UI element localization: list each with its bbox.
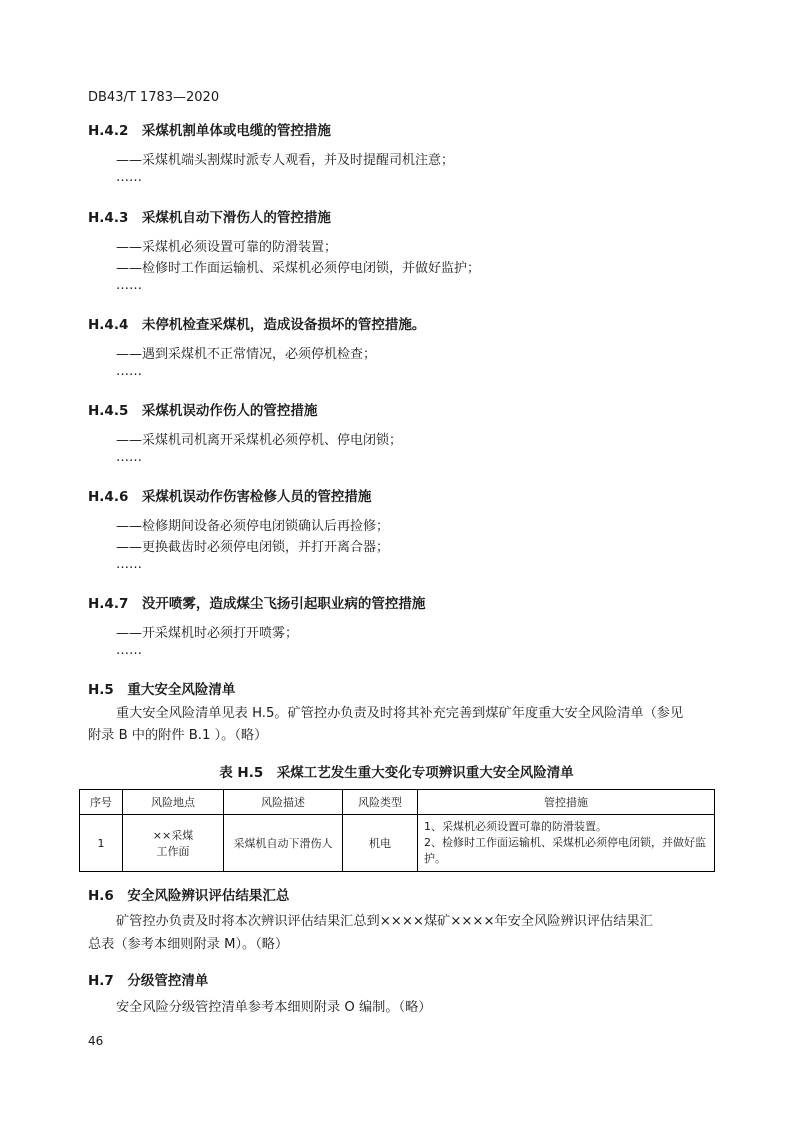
- ellipsis-line: ……: [116, 364, 142, 379]
- measure-line: ——开采煤机时必须打开喷雾；: [116, 626, 299, 641]
- section-number: H.7: [88, 973, 114, 989]
- section-title: 重大安全风险清单: [127, 682, 236, 698]
- table-row: [80, 815, 715, 872]
- cell-type: 机电: [343, 815, 418, 872]
- table-caption: 表 H.5 采煤工艺发生重大变化专项辨识重大安全风险清单: [219, 765, 574, 781]
- cell-control: [418, 815, 715, 872]
- section-title: 采煤机自动下滑伤人的管控措施: [141, 210, 331, 226]
- section-title: 没开喷雾，造成煤尘飞扬引起职业病的管控措施: [141, 596, 426, 612]
- control-item: 2、检修时工作面运输机、采煤机必须停电闭锁，并做好监护。: [424, 836, 706, 865]
- section-number: H.4.6: [88, 489, 129, 505]
- section-number: H.4.3: [88, 210, 129, 226]
- measure-line: ——采煤机司机离开采煤机必须停机、停电闭锁；: [116, 433, 403, 448]
- header-cell: 管控措施: [418, 790, 715, 815]
- section-heading-h4-3: [88, 206, 331, 226]
- document-code-header: DB43/T 1783—2020: [88, 90, 220, 105]
- control-item: 1、采煤机必须设置可靠的防滑装置。: [424, 820, 607, 833]
- measure-line: ——采煤机必须设置可靠的防滑装置；: [116, 240, 338, 255]
- ellipsis-line: ……: [116, 557, 142, 572]
- section-title: 采煤机误动作伤害检修人员的管控措施: [141, 489, 372, 505]
- measure-line: ——遇到采煤机不正常情况，必须停机检查；: [116, 347, 377, 362]
- section-heading-h5: [88, 678, 235, 698]
- ellipsis-line: ……: [116, 170, 142, 185]
- section-heading-h4-6: [88, 485, 371, 505]
- section-number: H.4.5: [88, 403, 129, 419]
- section-heading-h4-4: [88, 313, 425, 333]
- section-number: H.6: [88, 888, 114, 904]
- measure-line: ——检修时工作面运输机、采煤机必须停电闭锁，并做好监护；: [116, 261, 481, 276]
- paragraph-line: 附录 B 中的附件 B.1 ）。（略）: [88, 728, 268, 743]
- paragraph-line: 矿管控办负责及时将本次辨识评估结果汇总到××××煤矿××××年安全风险辨识评估结果汇: [116, 914, 653, 929]
- cell-place: [123, 815, 224, 872]
- section-number: H.4.2: [88, 123, 129, 139]
- paragraph-line: 重大安全风险清单见表 H.5。矿管控办负责及时将其补充完善到煤矿年度重大安全风险清单（参见: [116, 706, 684, 721]
- section-title: 采煤机割单体或电缆的管控措施: [141, 123, 331, 139]
- section-title: 分级管控清单: [127, 973, 209, 989]
- section-number: H.5: [88, 682, 114, 698]
- measure-line: ——采煤机端头割煤时派专人观看，并及时提醒司机注意；: [116, 153, 455, 168]
- ellipsis-line: ……: [116, 450, 142, 465]
- measure-line: ——更换截齿时必须停电闭锁，并打开离合器；: [116, 540, 390, 555]
- section-heading-h6: [88, 884, 289, 904]
- ellipsis-line: ……: [116, 643, 142, 658]
- section-heading-h4-2: [88, 119, 331, 139]
- cell-desc: 采煤机自动下滑伤人: [224, 815, 343, 872]
- section-number: H.4.4: [88, 317, 129, 333]
- place-line: ××采煤: [152, 829, 194, 842]
- section-heading-h4-5: [88, 399, 317, 419]
- cell-no: 1: [80, 815, 123, 872]
- paragraph-line: 总表（参考本细则附录 M）。（略）: [88, 937, 289, 952]
- place-line: 工作面: [156, 845, 190, 858]
- section-number: H.4.7: [88, 596, 129, 612]
- section-title: 安全风险辨识评估结果汇总: [127, 888, 290, 904]
- header-cell: 序号: [80, 790, 123, 815]
- section-title: 未停机检查采煤机，造成设备损坏的管控措施。: [141, 317, 426, 333]
- paragraph-line: 安全风险分级管控清单参考本细则附录 O 编制。（略）: [116, 1000, 432, 1015]
- header-cell: 风险类型: [343, 790, 418, 815]
- header-cell: 风险描述: [224, 790, 343, 815]
- section-heading-h4-7: [88, 592, 425, 612]
- ellipsis-line: ……: [116, 278, 142, 293]
- section-heading-h7: [88, 969, 208, 989]
- table-header-row: [80, 790, 715, 815]
- page-number: 46: [88, 1034, 104, 1048]
- measure-line: ——检修期间设备必须停电闭锁确认后再捡修；: [116, 519, 390, 534]
- risk-table: [79, 789, 715, 872]
- section-title: 采煤机误动作伤人的管控措施: [141, 403, 318, 419]
- header-cell: 风险地点: [123, 790, 224, 815]
